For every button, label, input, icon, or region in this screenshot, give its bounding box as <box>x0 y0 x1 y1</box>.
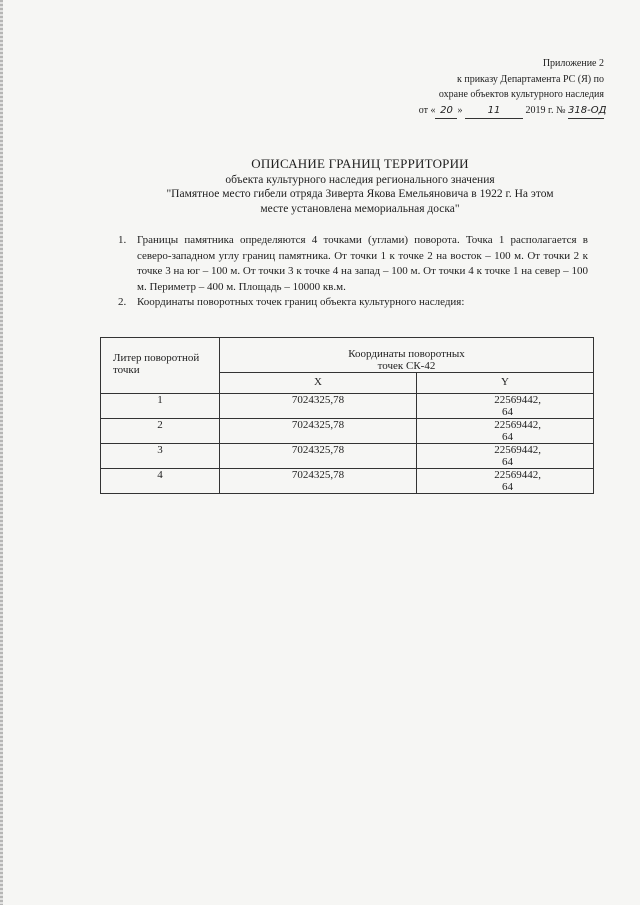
header-coordinates <box>220 338 594 373</box>
cell-y-part-2: 64 <box>502 456 513 468</box>
header-liter: Литер поворотной точки <box>101 338 220 394</box>
cell-y <box>417 394 594 419</box>
cell-y-part-1: 22569442, <box>494 419 541 431</box>
cell-liter: 4 <box>101 469 220 494</box>
table-row <box>101 394 594 419</box>
cell-y-part-1: 22569442, <box>494 469 541 481</box>
list-item <box>118 295 588 311</box>
cell-y-part-2: 64 <box>502 481 513 493</box>
title-line-2: объекта культурного наследия регионального значения <box>225 173 495 186</box>
cell-y <box>417 469 594 494</box>
cell-y-part-2: 64 <box>502 406 513 418</box>
header-x: X <box>220 373 417 394</box>
annex-line-1: Приложение 2 <box>542 58 604 69</box>
list-item <box>118 233 588 295</box>
cell-liter: 2 <box>101 419 220 444</box>
date-mid: » <box>457 104 463 116</box>
cell-y-part-1: 22569442, <box>494 394 541 406</box>
cell-y-part-1: 22569442, <box>494 444 541 456</box>
cell-x: 7024325,78 <box>220 419 417 444</box>
date-year: 2019 г. № <box>525 104 566 116</box>
date-prefix: от « <box>418 104 436 116</box>
cell-x: 7024325,78 <box>220 469 417 494</box>
cell-x: 7024325,78 <box>220 394 417 419</box>
date-month: 11 <box>465 103 523 120</box>
date-day: 20 <box>435 103 457 120</box>
annex-line-3: охране объектов культурного наследия <box>438 89 604 100</box>
item-text: Координаты поворотных точек границ объекта культурного наследия: <box>137 296 465 308</box>
table-row <box>101 419 594 444</box>
item-number: 1. <box>118 234 127 246</box>
header-y: Y <box>417 373 594 394</box>
annex-line-2: к приказу Департамента РС (Я) по <box>456 73 604 85</box>
coordinates-table <box>100 337 594 494</box>
item-number: 2. <box>118 296 127 308</box>
table-row <box>101 469 594 494</box>
annex-date-line <box>394 103 607 120</box>
scan-edge-artifact <box>0 0 3 905</box>
order-number: 318-ОД <box>568 103 604 120</box>
table-row <box>101 444 594 469</box>
item-text: Границы памятника определяются 4 точками (углами) поворота. Точка 1 располагается в северо-западном углу границ памятника. От точки 1 к точке 2 на восток – 100 м. От точки 2 к точке 3 на юг – 100 м. От точки 3 к точке 4 на запад – 100 м. От точки 4 к точке 1 на север – 100 м. Периметр – 400 м. Площадь – 10000 кв.м. <box>137 234 588 293</box>
cell-y-part-2: 64 <box>502 431 513 443</box>
title-line-4: месте установлена мемориальная доска" <box>260 202 460 215</box>
cell-liter: 1 <box>101 394 220 419</box>
annex-header <box>394 56 607 119</box>
table-header-row <box>101 338 594 373</box>
cell-liter: 3 <box>101 444 220 469</box>
cell-x: 7024325,78 <box>220 444 417 469</box>
document-title <box>120 157 600 216</box>
cell-y <box>417 444 594 469</box>
body-text <box>118 233 588 311</box>
cell-y <box>417 419 594 444</box>
header-coordinates-line-1: Координаты поворотных <box>348 348 465 360</box>
title-main: ОПИСАНИЕ ГРАНИЦ ТЕРРИТОРИИ <box>251 156 469 171</box>
title-line-3: "Памятное место гибели отряда Зиверта Якова Емельяновича в 1922 г. На этом <box>166 188 554 200</box>
header-coordinates-line-2: точек СК-42 <box>377 360 436 372</box>
